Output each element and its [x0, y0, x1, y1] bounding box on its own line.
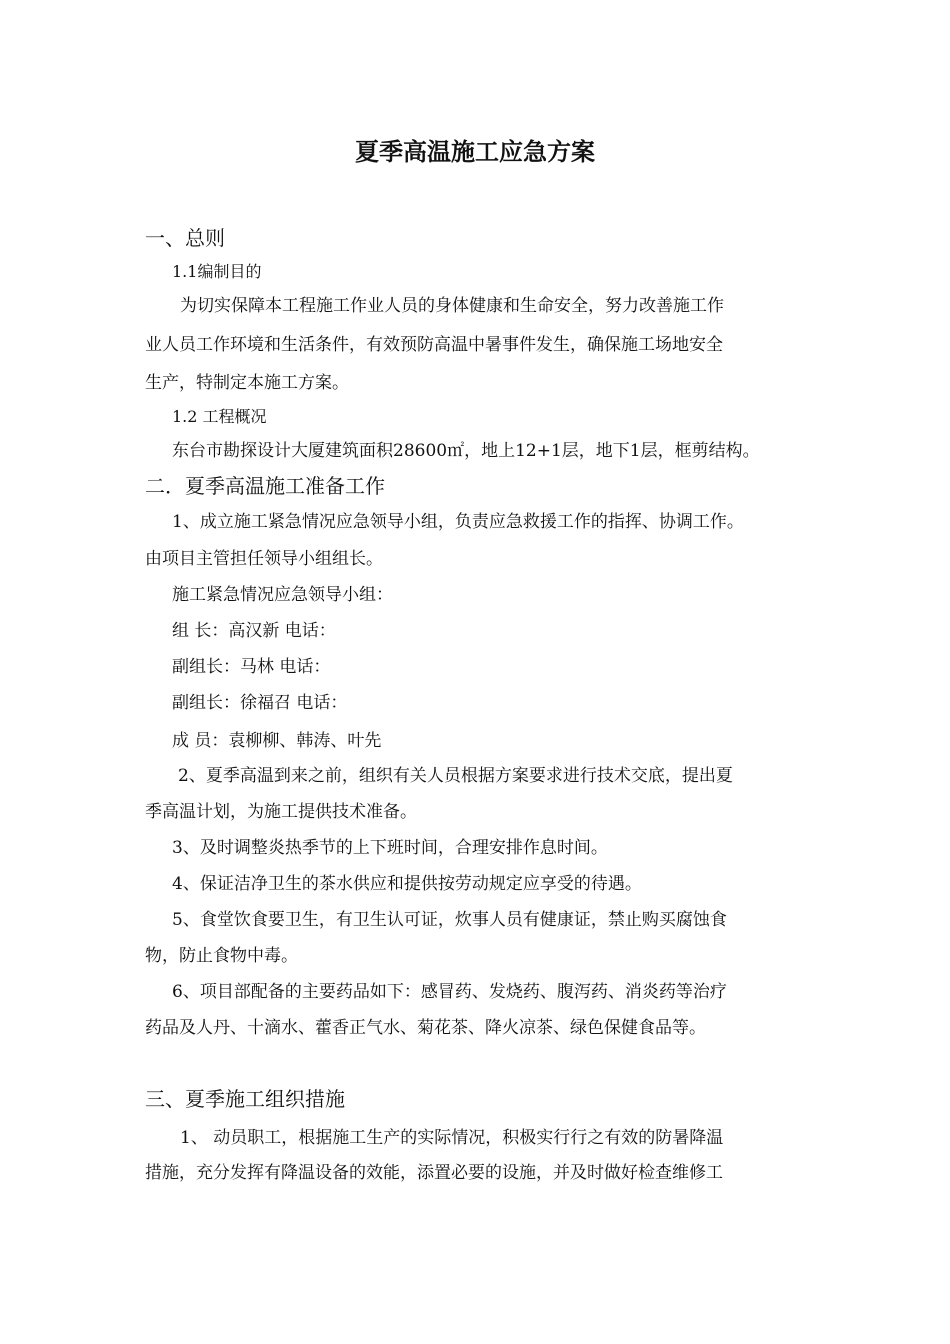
list-item-line: 6、项目部配备的主要药品如下：感冒药、发烧药、腹泻药、消炎药等治疗 [172, 982, 727, 1002]
subheading-overview: 1.2 工程概况 [172, 407, 267, 426]
group-leader: 组 长：高汉新 电话： [172, 621, 336, 641]
group-deputy: 副组长：马林 电话： [172, 657, 331, 677]
list-item-line: 3、及时调整炎热季节的上下班时间，合理安排作息时间。 [172, 838, 608, 858]
list-item-line: 5、食堂饮食要卫生，有卫生认可证，炊事人员有健康证，禁止购买腐蚀食 [172, 910, 727, 930]
list-item-line: 1、成立施工紧急情况应急领导小组，负责应急救援工作的指挥、协调工作。 [172, 512, 744, 532]
document-title: 夏季高温施工应急方案 [355, 138, 595, 166]
list-item-line: 2、夏季高温到来之前，组织有关人员根据方案要求进行技术交底，提出夏 [178, 766, 733, 786]
paragraph-line: 生产，特制定本施工方案。 [145, 373, 349, 393]
list-item-line: 由项目主管担任领导小组组长。 [145, 549, 383, 569]
group-title: 施工紧急情况应急领导小组： [172, 585, 393, 605]
list-item-line: 措施，充分发挥有降温设备的效能，添置必要的设施，并及时做好检查维修工 [145, 1163, 723, 1183]
list-item-line: 物，防止食物中毒。 [145, 946, 298, 966]
list-item-line: 季高温计划，为施工提供技术准备。 [145, 802, 417, 822]
list-item-line: 药品及人丹、十滴水、藿香正气水、菊花茶、降火凉茶、绿色保健食品等。 [145, 1018, 706, 1038]
list-item-line: 4、保证洁净卫生的茶水供应和提供按劳动规定应享受的待遇。 [172, 874, 642, 894]
group-deputy: 副组长：徐福召 电话： [172, 693, 348, 713]
subheading-purpose: 1.1编制目的 [172, 262, 262, 281]
list-item-line: 1、 动员职工，根据施工生产的实际情况，积极实行行之有效的防暑降温 [180, 1128, 724, 1148]
section-heading-organization: 三、夏季施工组织措施 [145, 1087, 345, 1111]
paragraph-line: 东台市勘探设计大厦建筑面积28600㎡，地上12+1层，地下1层，框剪结构。 [172, 441, 760, 461]
section-heading-general: 一、总则 [145, 226, 225, 250]
section-heading-preparation: 二．夏季高温施工准备工作 [145, 474, 385, 498]
paragraph-line: 业人员工作环境和生活条件，有效预防高温中暑事件发生，确保施工场地安全 [145, 335, 723, 355]
paragraph-line: 为切实保障本工程施工作业人员的身体健康和生命安全，努力改善施工作 [180, 296, 724, 316]
group-members: 成 员：袁柳柳、韩涛、叶先 [172, 731, 382, 751]
